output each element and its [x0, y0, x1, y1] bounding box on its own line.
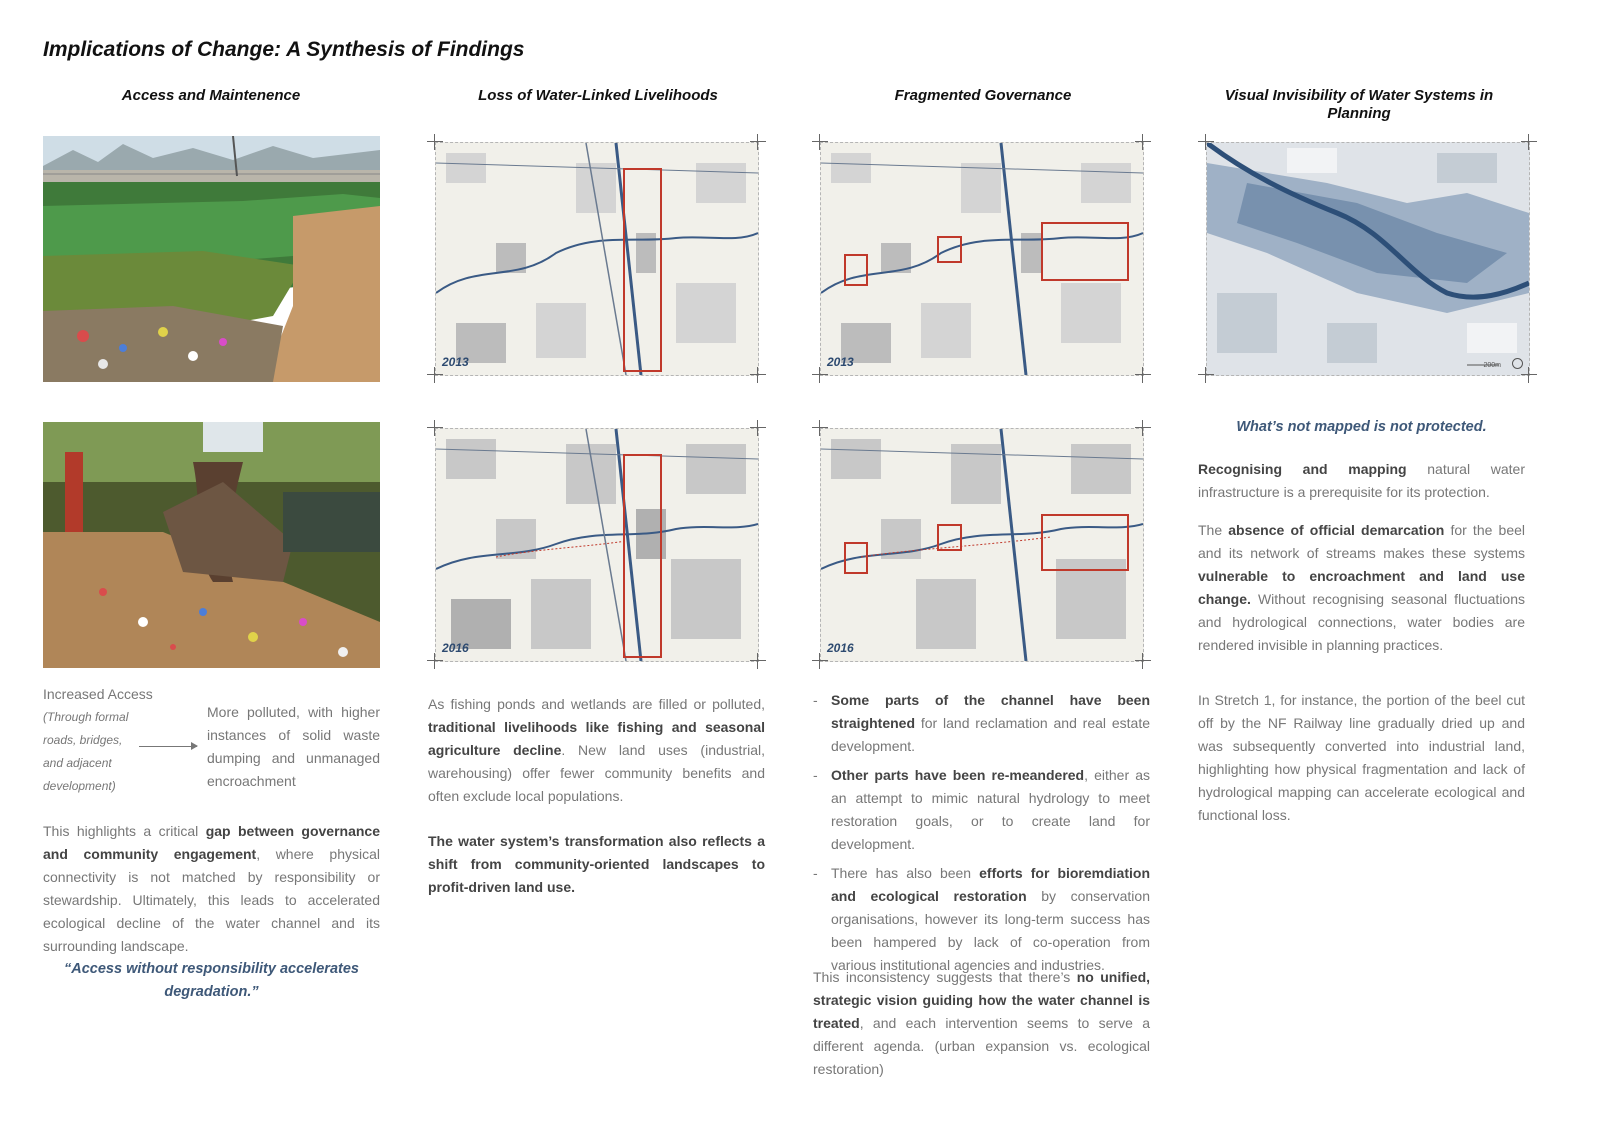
list-item: - There has also been efforts for bioremdiation and ecological restoration by conservation organisations, however its long-term success has been hampered by lack of co-operation from various institutional agencies and industries. [813, 865, 1151, 973]
access-detail-line: (Through formal [43, 710, 129, 724]
map-year-label: 2013 [827, 355, 854, 369]
access-detail-line: roads, bridges, [43, 733, 123, 747]
map-year-label: 2016 [442, 641, 469, 655]
arrow-line [139, 746, 197, 747]
map-governance-2013 [820, 142, 1144, 376]
col4-paragraph-3: In Stretch 1, for instance, the portion of the beel cut off by the NF Railway line gradually dried up and was subsequently converted into industrial land, highlighting how physical fragmentation and lack of hydrological mapping can accelerate ecological and functional loss. [1198, 692, 1525, 823]
photo-roadside-dumping [43, 422, 380, 668]
access-detail-line: development) [43, 779, 116, 793]
col4-paragraph-1: Recognising and mapping natural water infrastructure is a prerequisite for its protection. [1198, 461, 1525, 500]
col3-paragraph: This inconsistency suggests that there’s no unified, strategic vision guiding how the water channel is treated, and each intervention seems to serve a different agenda. (urban expansion vs. ecological restoration) [813, 969, 1151, 1077]
col4-pull-quote: What’s not mapped is not protected. [1236, 419, 1487, 435]
crop-mark [427, 420, 443, 436]
access-result-text: More polluted, with higher instances of solid waste dumping and unmanaged encroachment [207, 704, 380, 789]
page-title: Implications of Change: A Synthesis of Findings [43, 38, 525, 61]
map-livelihoods-2013 [435, 142, 759, 376]
col2-paragraph-2: The water system’s transformation also reflects a shift from community-oriented landscapes to profit-driven land use. [428, 833, 765, 895]
map-year-label: 2013 [442, 355, 469, 369]
list-item: - Other parts have been re-meandered, either as an attempt to mimic natural hydrology to meet restoration goals, or to create land for development. [813, 767, 1151, 852]
col1-pull-quote: “Access without responsibility accelerates degradation.” [64, 961, 359, 1000]
crop-mark [427, 653, 443, 669]
col4-paragraph-2: The absence of official demarcation for the beel and its network of streams makes these systems vulnerable to encroachment and land use change. Without recognising seasonal fluctuations and hydrological connections, water bodies are rendered invisible in planning practices. [1198, 522, 1525, 653]
crop-mark [1135, 653, 1151, 669]
crop-mark [1135, 420, 1151, 436]
col2-paragraph-1: As fishing ponds and wetlands are filled or polluted, traditional livelihoods like fishing and seasonal agriculture decline. New land uses (industrial, warehousing) offer fewer community benefits and often exclude local populations. [428, 696, 766, 804]
crop-mark [812, 420, 828, 436]
heading-livelihoods: Loss of Water-Linked Livelihoods [478, 87, 718, 104]
heading-access-maintenance: Access and Maintenence [121, 87, 301, 104]
map-water-invisibility [1206, 142, 1530, 376]
map-governance-2016 [820, 428, 1144, 662]
crop-mark [812, 653, 828, 669]
crop-mark [1198, 134, 1214, 150]
heading-governance: Fragmented Governance [894, 87, 1072, 104]
list-item: - Some parts of the channel have been straightened for land reclamation and real estate development. [813, 692, 1150, 754]
crop-mark [1521, 134, 1537, 150]
crop-mark [750, 134, 766, 150]
access-label: Increased Access [43, 686, 153, 702]
crop-mark [1521, 367, 1537, 383]
crop-mark [1135, 134, 1151, 150]
access-detail-line: and adjacent [43, 756, 112, 770]
crop-mark [427, 134, 443, 150]
scale-bar-label: 200m [1483, 362, 1501, 369]
crop-mark [812, 367, 828, 383]
crop-mark [750, 367, 766, 383]
col3-bullet-list [813, 689, 1150, 983]
crop-mark [427, 367, 443, 383]
crop-mark [1198, 367, 1214, 383]
col1-paragraph: This highlights a critical gap between governance and community engagement, where physical connectivity is not matched by responsibility or stewardship. Ultimately, this leads to accelerated ecological decline of the water channel and its surrounding landscape. [43, 823, 380, 954]
crop-mark [750, 653, 766, 669]
heading-invisibility: Visual Invisibility of Water Systems in Planning [1224, 87, 1494, 122]
map-year-label: 2016 [827, 641, 854, 655]
map-livelihoods-2016 [435, 428, 759, 662]
crop-mark [1135, 367, 1151, 383]
crop-mark [812, 134, 828, 150]
crop-mark [750, 420, 766, 436]
photo-water-hyacinth-channel [43, 136, 380, 382]
arrow-right-icon [191, 742, 198, 750]
